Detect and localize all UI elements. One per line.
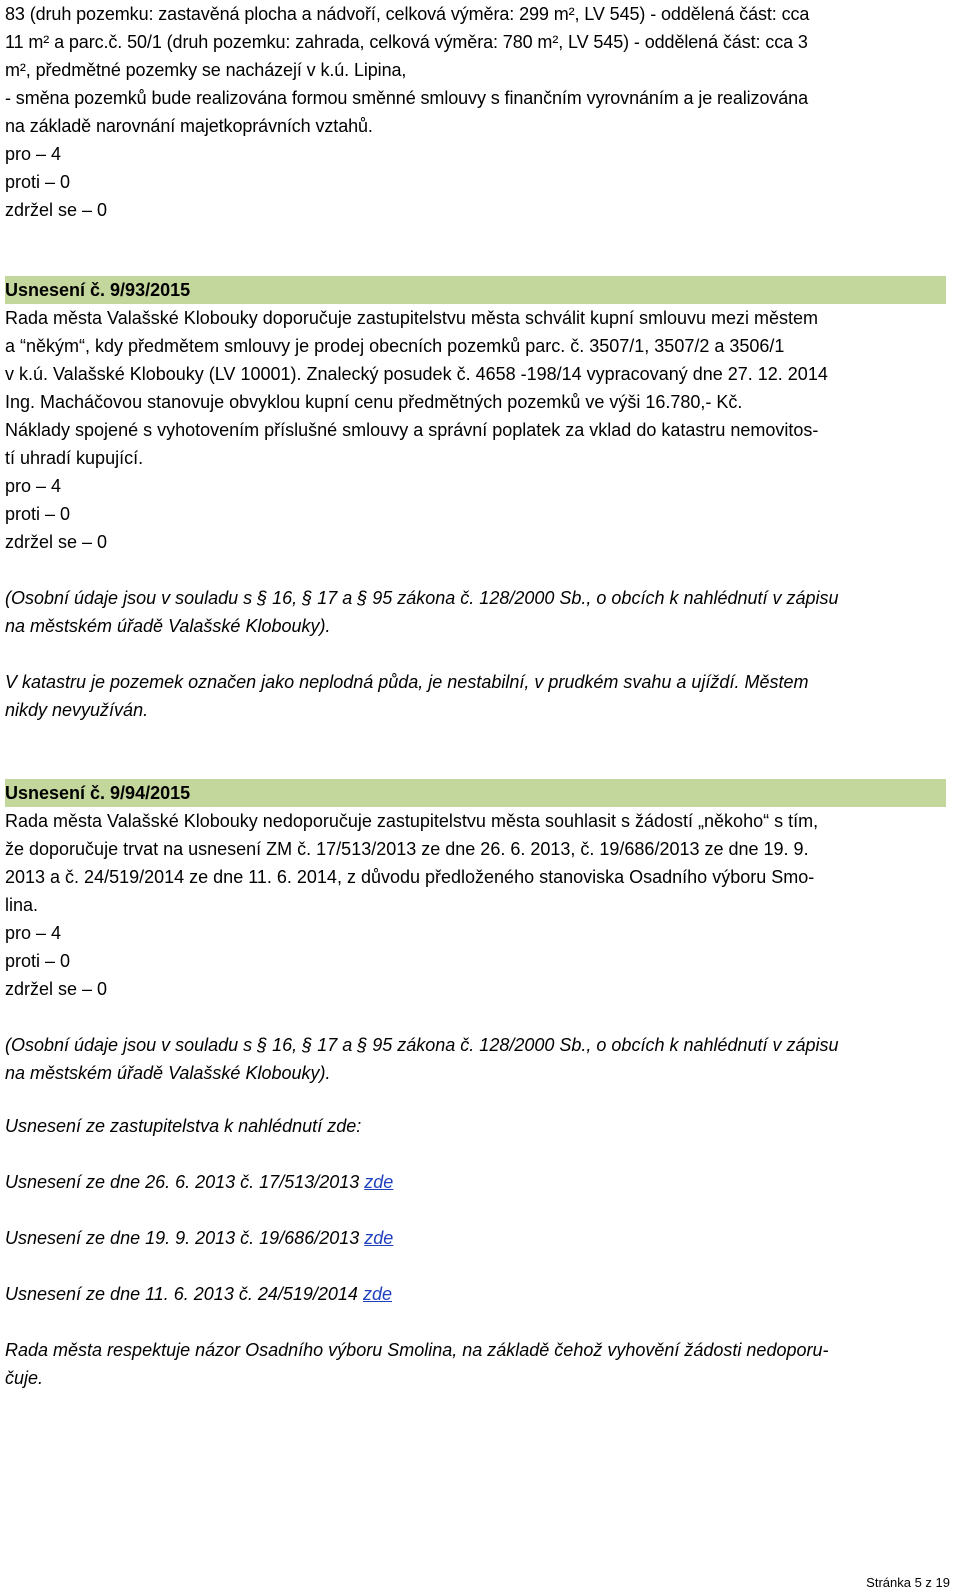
refs-intro <box>5 1112 945 1140</box>
vote-abstain: zdržel se – 0 <box>5 532 108 552</box>
vote-for: pro – 4 <box>5 144 62 164</box>
resolution-line: lina. <box>5 895 39 915</box>
resolution-line: Náklady spojené s vyhotovením příslušné smlouvy a správní poplatek za vklad do katastru nemovitos- <box>5 420 819 440</box>
privacy-line: (Osobní údaje jsou v souladu s § 16, § 17 a § 95 zákona č. 128/2000 Sb., o obcích k nahlédnutí v zápisu <box>5 1035 839 1055</box>
resolution-heading-9-93 <box>5 276 946 304</box>
resolution-line: že doporučuje trvat na usnesení ZM č. 17/513/2013 ze dne 26. 6. 2013, č. 19/686/2013 ze dne 19. 9. <box>5 839 809 859</box>
resolution-line: a “někým“, kdy předmětem smlouvy je prodej obecních pozemků parc. č. 3507/1, 3507/2 a 3506/1 <box>5 336 785 356</box>
ref-link[interactable]: zde <box>362 1284 392 1304</box>
vote-against: proti – 0 <box>5 951 71 971</box>
ref-text: Usnesení ze dne 19. 9. 2013 č. 19/686/2013 <box>5 1228 365 1248</box>
intro-line: na základě narovnání majetkoprávních vztahů. <box>5 116 373 136</box>
resolution-line: Rada města Valašské Klobouky nedoporučuje zastupitelstvu města souhlasit s žádostí „někoho“ s tím, <box>5 811 819 831</box>
privacy-note-9-94 <box>5 1031 945 1087</box>
privacy-line: na městském úřadě Valašské Klobouky). <box>5 616 331 636</box>
vote-against: proti – 0 <box>5 504 71 524</box>
resolution-line: v k.ú. Valašské Klobouky (LV 10001). Znalecký posudek č. 4658 -198/14 vypracovaný dne 27. 12. 2014 <box>5 364 828 384</box>
privacy-note-9-93 <box>5 584 945 640</box>
page-number: Stránka 5 z 19 <box>866 1575 950 1590</box>
vote-abstain: zdržel se – 0 <box>5 979 108 999</box>
intro-line: m², předmětné pozemky se nacházejí v k.ú. Lipina, <box>5 60 407 80</box>
intro-block <box>5 0 945 224</box>
resolution-line: Ing. Macháčovou stanovuje obvyklou kupní cenu předmětných pozemků ve výši 16.780,- Kč. <box>5 392 743 412</box>
cadastre-note <box>5 668 945 724</box>
note-line: V katastru je pozemek označen jako neplodná půda, je nestabilní, v prudkém svahu a ujíždí. Městem <box>5 672 809 692</box>
vote-for: pro – 4 <box>5 476 62 496</box>
intro-line: - směna pozemků bude realizována formou směnné smlouvy s finančním vyrovnáním a je realizována <box>5 88 808 108</box>
refs-intro-text: Usnesení ze zastupitelstva k nahlédnutí zde: <box>5 1116 362 1136</box>
resolution-body-9-93 <box>5 304 945 556</box>
vote-abstain: zdržel se – 0 <box>5 200 108 220</box>
ref-item <box>5 1280 945 1308</box>
resolution-heading-text: Usnesení č. 9/93/2015 <box>5 280 191 300</box>
privacy-line: na městském úřadě Valašské Klobouky). <box>5 1063 331 1083</box>
closing-note <box>5 1336 945 1392</box>
vote-against: proti – 0 <box>5 172 71 192</box>
resolution-line: tí uhradí kupující. <box>5 448 144 468</box>
note-line: nikdy nevyužíván. <box>5 700 149 720</box>
intro-line: 11 m² a parc.č. 50/1 (druh pozemku: zahrada, celková výměra: 780 m², LV 545) - oddělená část: cca 3 <box>5 32 808 52</box>
resolution-body-9-94 <box>5 807 945 1003</box>
resolution-heading-text: Usnesení č. 9/94/2015 <box>5 783 191 803</box>
vote-for: pro – 4 <box>5 923 62 943</box>
intro-line: 83 (druh pozemku: zastavěná plocha a nádvoří, celková výměra: 299 m², LV 545) - oddělená část: cca <box>5 4 810 24</box>
ref-item <box>5 1168 945 1196</box>
resolution-heading-9-94 <box>5 779 946 807</box>
resolution-line: Rada města Valašské Klobouky doporučuje zastupitelstvu města schválit kupní smlouvu mezi městem <box>5 308 819 328</box>
ref-item <box>5 1224 945 1252</box>
closing-line: Rada města respektuje názor Osadního výboru Smolina, na základě čehož vyhovění žádosti nedoporu- <box>5 1340 829 1360</box>
ref-text: Usnesení ze dne 26. 6. 2013 č. 17/513/2013 <box>5 1172 365 1192</box>
privacy-line: (Osobní údaje jsou v souladu s § 16, § 17 a § 95 zákona č. 128/2000 Sb., o obcích k nahlédnutí v zápisu <box>5 588 839 608</box>
ref-link[interactable]: zde <box>364 1172 394 1192</box>
closing-line: čuje. <box>5 1368 44 1388</box>
ref-link[interactable]: zde <box>364 1228 394 1248</box>
ref-text: Usnesení ze dne 11. 6. 2013 č. 24/519/2014 <box>5 1284 363 1304</box>
resolution-line: 2013 a č. 24/519/2014 ze dne 11. 6. 2014, z důvodu předloženého stanoviska Osadního výboru Smo- <box>5 867 815 887</box>
